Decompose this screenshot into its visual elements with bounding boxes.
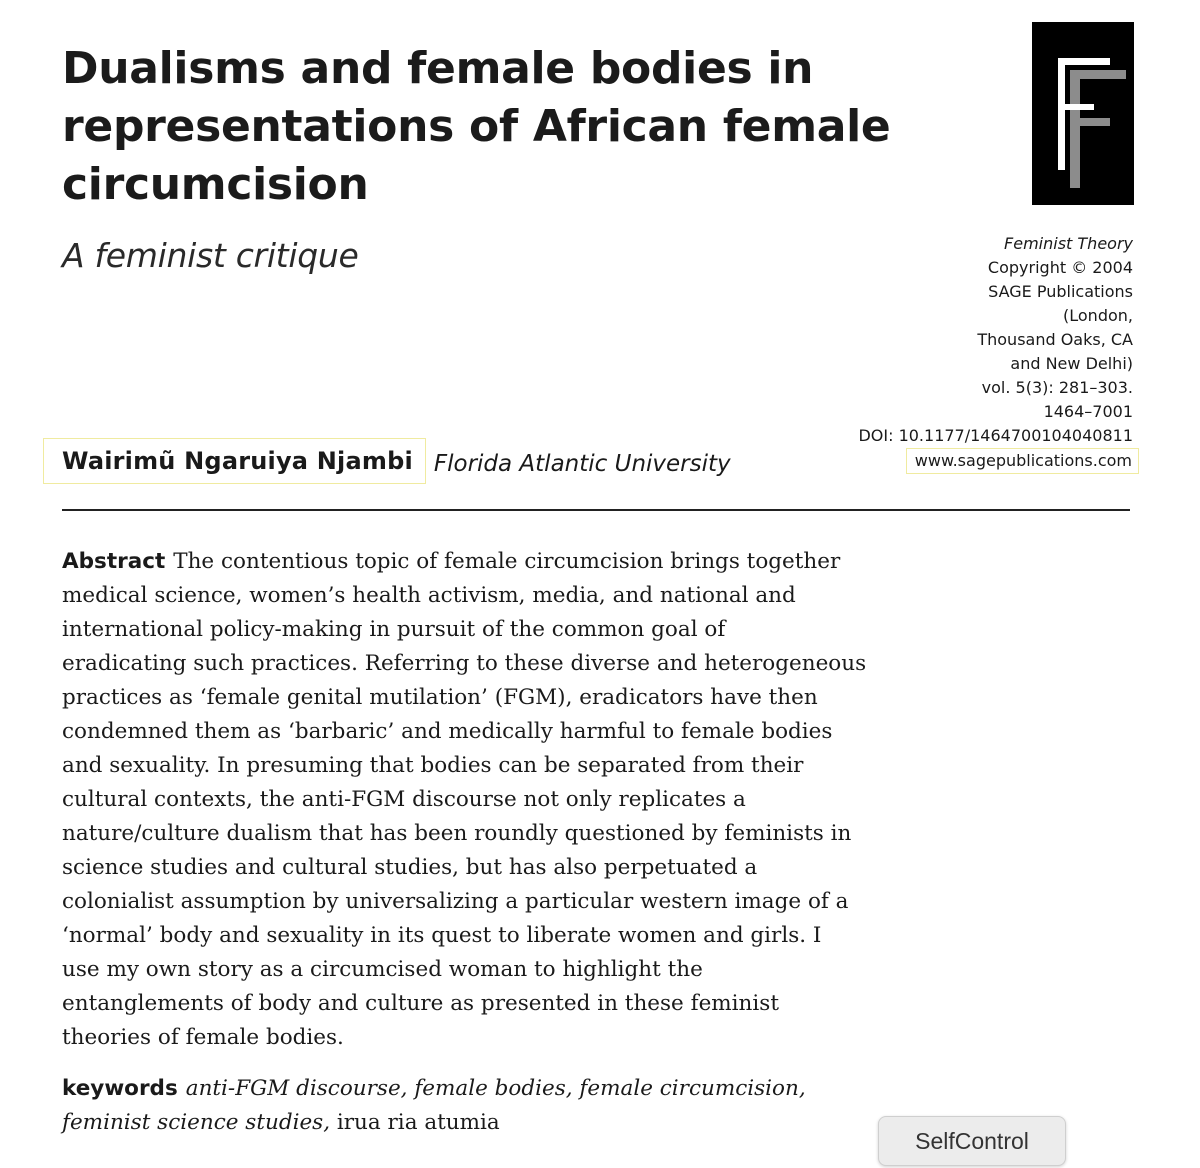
article-subtitle: A feminist critique [62,236,359,275]
abstract-line: theories of female bodies. [62,1025,344,1050]
keywords-text: irua ria atumia [330,1110,500,1135]
keywords-text: anti-FGM discourse, female bodies, female circumcision, [185,1076,806,1101]
abstract-line: eradicating such practices. Referring to these diverse and heterogeneous [62,651,867,676]
journal-name: Feminist Theory [1004,234,1133,253]
abstract-line: practices as ‘female genital mutilation’ (FGM), eradicators have then [62,685,818,710]
keywords-line [62,1072,1142,1106]
keywords-text: feminist science studies, [62,1110,331,1135]
title-line: Dualisms and female bodies in [62,43,814,94]
abstract-first-line [62,545,1142,579]
publisher-link[interactable]: www.sagepublications.com [906,448,1139,474]
pub-line: (London, [1063,306,1133,325]
abstract-line: cultural contexts, the anti-FGM discourse not only replicates a [62,787,746,812]
article-title [62,40,942,214]
divider [62,509,1130,511]
abstract-line: ‘normal’ body and sexuality in its quest to liberate women and girls. I [62,923,822,948]
title-line: circumcision [62,159,369,210]
pub-line: Thousand Oaks, CA [977,330,1133,349]
abstract-text: The contentious topic of female circumcision brings together [173,549,841,574]
abstract-line: use my own story as a circumcised woman to highlight the [62,957,703,982]
publication-info [803,232,1133,474]
abstract [62,545,1142,1055]
abstract-line: entanglements of body and culture as presented in these feminist [62,991,779,1016]
abstract-line: condemned them as ‘barbaric’ and medically harmful to female bodies [62,719,833,744]
abstract-label: Abstract [62,549,166,574]
abstract-line: nature/culture dualism that has been roundly questioned by feminists in [62,821,852,846]
abstract-line: colonialist assumption by universalizing a particular western image of a [62,889,849,914]
pub-line: SAGE Publications [988,282,1133,301]
feminist-theory-ff-logo-icon [1032,22,1134,205]
selfcontrol-button[interactable]: SelfControl [878,1116,1066,1166]
pub-line: vol. 5(3): 281–303. [981,378,1133,397]
doi: DOI: 10.1177/1464700104040811 [858,426,1133,445]
abstract-line: medical science, women’s health activism, media, and national and [62,583,796,608]
abstract-line: international policy-making in pursuit of the common goal of [62,617,726,642]
abstract-line: and sexuality. In presuming that bodies can be separated from their [62,753,804,778]
author-name[interactable]: Wairimũ Ngaruiya Njambi [43,438,426,484]
keywords-label: keywords [62,1076,178,1101]
title-line: representations of African female [62,101,891,152]
pub-line: and New Delhi) [1010,354,1133,373]
pub-line: Copyright © 2004 [987,258,1133,277]
author-row [43,438,731,484]
abstract-line: science studies and cultural studies, but has also perpetuated a [62,855,758,880]
pub-line: 1464–7001 [1043,402,1133,421]
author-affiliation: Florida Atlantic University [433,451,731,477]
